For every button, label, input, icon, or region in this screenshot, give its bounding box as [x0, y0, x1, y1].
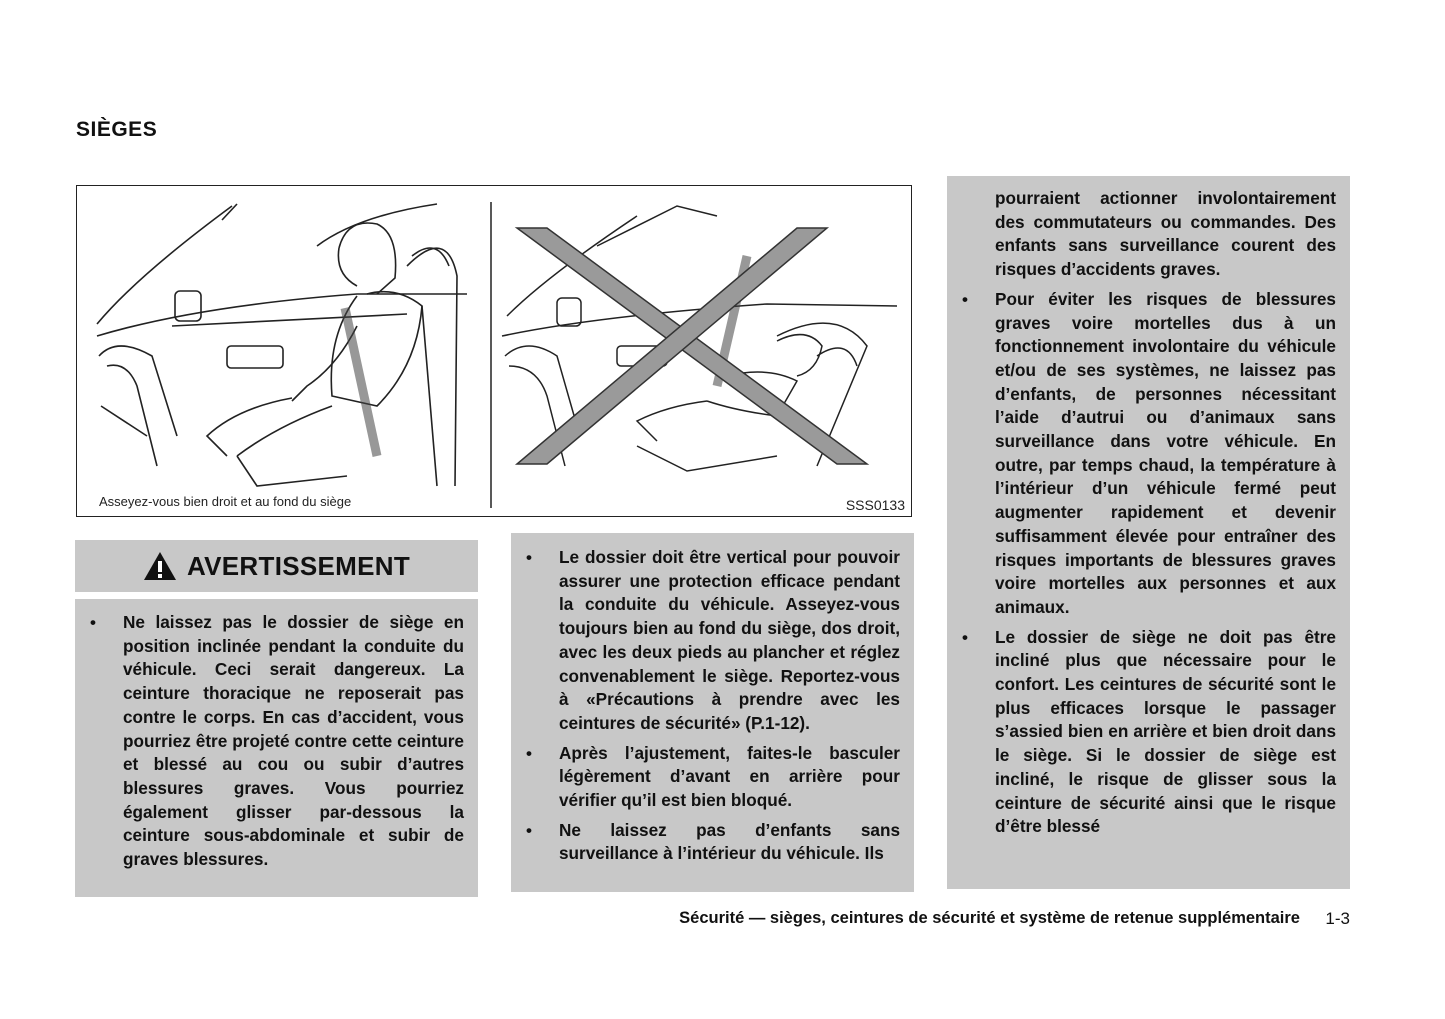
- warning-triangle-icon: [143, 551, 177, 581]
- bullet-dot: •: [962, 627, 968, 647]
- column-2: [511, 533, 914, 892]
- column-2-bullet-text: Le dossier doit être vertical pour pouvoir assurer une protection efficace pendant la conduite du véhicule. Asseyez-vous toujours bien au fond du siège, dos droit, avec les deux pieds au plancher et réglez convenablement le siège. Reportez-vous à «Précautions à prendre avec les ceintures de sécurité» (P.1-12).: [559, 547, 900, 733]
- warning-bullet: [90, 611, 464, 872]
- column-3-bullet-text: Pour éviter les risques de blessures graves voire mortelles dus à un fonctionnement involontaire du véhicule et/ou de ses systèmes, ne laissez pas d’enfants, de personnes nécessitant l’aide d’autrui ou d’animaux sans surveillance dans votre véhicule. En outre, par temps chaud, la température à l’intérieur d’un véhicule fermé peut augmenter rapidement et devenir suffisamment élevée pour entraîner des risques importants de blessures graves voire mortelles aux personnes et aux animaux.: [995, 288, 1336, 617]
- bullet-dot: •: [962, 289, 968, 309]
- column-3-bullet: [962, 626, 1336, 839]
- column-2-bullet: [526, 546, 900, 736]
- seated-driver-upright-illustration: [97, 204, 467, 486]
- figure-caption: Asseyez-vous bien droit et au fond du siège: [99, 494, 352, 509]
- column-3-bullet-text: Le dossier de siège ne doit pas être incliné plus que nécessaire pour le confort. Les ceintures de sécurité sont le plus efficaces lorsque le passager s’assied bien en arrière et bien droit dans le siège. Si le dossier de siège est incliné, le risque de glisser sous la ceinture de sécurité ainsi que le risque d’être blessé: [995, 626, 1336, 837]
- bullet-dot: •: [526, 743, 532, 763]
- bullet-dot: •: [526, 548, 532, 567]
- footer-chapter-title: Sécurité — sièges, ceintures de sécurité et système de retenue supplémentaire: [679, 909, 1300, 927]
- column-2-bullet-text: Ne laissez pas d’enfants sans surveillance à l’intérieur du véhicule. Ils: [559, 819, 900, 864]
- column-2-bullet: [526, 742, 900, 813]
- column-3: [947, 176, 1350, 889]
- column-3-continuation: pourraient actionner involontairement des commutateurs ou commandes. Des enfants sans surveillance courent des risques d’accidents graves.: [995, 188, 1336, 280]
- figure-code: SSS0133: [845, 497, 905, 513]
- bullet-dot: •: [526, 820, 532, 840]
- warning-body: [75, 599, 478, 897]
- seat-illustration: [77, 186, 913, 518]
- prohibition-x-icon: [517, 228, 867, 464]
- warning-title: AVERTISSEMENT: [187, 550, 410, 581]
- warning-bullet-text: Ne laissez pas le dossier de siège en position inclinée pendant la conduite du véhicule. Ceci serait dangereux. La ceinture thoracique ne reposerait pas contre le corps. En cas d’accident, vous pourriez être projeté contre cette ceinture et blessé au cou ou subir d’autres blessures graves. Vous pourriez également glisser par-dessous la ceinture sous-abdominale et subir de graves blessures.: [123, 612, 464, 870]
- section-title: SIÈGES: [76, 118, 158, 141]
- column-2-bullet: [526, 819, 900, 866]
- bullet-dot: •: [90, 613, 96, 632]
- column-2-bullet-text: Après l’ajustement, faites-le basculer légèrement d’avant en arrière pour vérifier qu’il est bien bloqué.: [559, 742, 900, 811]
- column-3-bullet: [962, 288, 1336, 620]
- page-number: 1-3: [1325, 909, 1350, 928]
- warning-header: [75, 540, 478, 592]
- seat-figure: [76, 185, 912, 517]
